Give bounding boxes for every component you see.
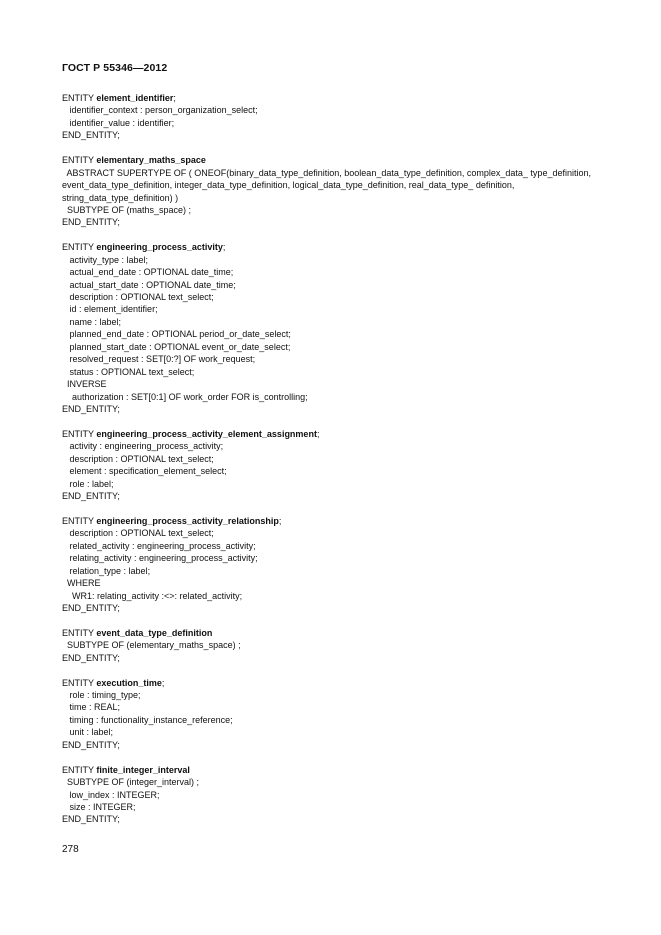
entity-line <box>62 465 602 477</box>
entity-line <box>62 366 602 378</box>
entity-line <box>62 104 602 116</box>
line-text: relating_activity : engineering_process_activity; <box>69 553 258 564</box>
line-text: END_ENTITY; <box>62 739 120 750</box>
entity-block <box>62 154 602 229</box>
line-indent <box>62 342 70 352</box>
line-indent <box>62 118 70 128</box>
line-indent <box>62 454 70 464</box>
entity-line <box>62 378 602 390</box>
entity-name: engineering_process_activity <box>96 242 223 253</box>
entity-line <box>62 341 602 353</box>
line-text: element : specification_element_select; <box>69 466 227 477</box>
entity-declaration <box>62 154 602 166</box>
entity-line <box>62 490 602 502</box>
entity-block <box>62 92 602 142</box>
line-indent <box>62 566 70 576</box>
entity-line <box>62 639 602 651</box>
entity-keyword: ENTITY <box>62 764 97 775</box>
line-indent <box>62 441 70 451</box>
line-indent <box>62 367 70 377</box>
entity-terminator: ; <box>173 93 176 103</box>
entity-declaration <box>62 428 602 440</box>
entity-line <box>62 789 602 801</box>
line-indent <box>62 255 70 265</box>
entity-line <box>62 552 602 564</box>
entity-line <box>62 590 602 602</box>
entity-block <box>62 241 602 415</box>
entity-line <box>62 453 602 465</box>
entity-line <box>62 602 602 614</box>
line-indent <box>62 267 70 277</box>
line-text: activity_type : label; <box>69 254 149 265</box>
line-text: description : OPTIONAL text_select; <box>69 292 214 303</box>
line-text: ABSTRACT SUPERTYPE OF ( ONEOF(binary_data_type_definition, boolean_data_type_definition, complex_data_ type_definition, event_data_type_definition, integer_data_type_definition, logical_data_type_definition, real_data_type_ definition, string_data_type_definition) ) <box>62 167 591 203</box>
line-indent <box>62 715 70 725</box>
line-text: END_ENTITY; <box>62 130 120 141</box>
entity-line <box>62 204 602 216</box>
line-text: role : label; <box>69 478 114 489</box>
entity-line <box>62 216 602 228</box>
line-indent <box>62 329 70 339</box>
entity-line <box>62 328 602 340</box>
line-indent <box>62 690 70 700</box>
entity-terminator: ; <box>161 677 165 688</box>
line-text: planned_end_date : OPTIONAL period_or_date_select; <box>69 329 291 340</box>
line-text: END_ENTITY; <box>62 403 120 414</box>
entity-keyword: ENTITY <box>62 242 97 253</box>
entity-line <box>62 403 602 415</box>
entity-line <box>62 353 602 365</box>
line-text: low_index : INTEGER; <box>69 789 160 800</box>
line-indent <box>62 392 72 402</box>
entity-line <box>62 739 602 751</box>
line-indent <box>62 105 70 115</box>
line-text: identifier_value : identifier; <box>69 117 175 128</box>
entity-line <box>62 540 602 552</box>
entity-line <box>62 689 602 701</box>
line-indent <box>62 541 70 551</box>
entity-keyword: ENTITY <box>62 677 97 688</box>
entity-name: elementary_maths_space <box>96 155 206 166</box>
entity-line <box>62 279 602 291</box>
line-text: unit : label; <box>69 727 114 738</box>
entity-line <box>62 577 602 589</box>
entity-line <box>62 266 602 278</box>
line-indent <box>62 280 70 290</box>
line-text: id : element_identifier; <box>69 304 158 315</box>
entity-block <box>62 764 602 826</box>
line-text: activity : engineering_process_activity; <box>69 441 224 452</box>
line-indent <box>62 727 70 737</box>
entity-line <box>62 316 602 328</box>
line-text: END_ENTITY; <box>62 602 120 613</box>
line-text: related_activity : engineering_process_activity; <box>69 540 256 551</box>
line-indent <box>62 802 70 812</box>
entity-declaration <box>62 241 602 253</box>
line-text: END_ENTITY; <box>62 491 120 502</box>
line-text: timing : functionality_instance_reference; <box>69 714 233 725</box>
line-indent <box>62 790 70 800</box>
entity-line <box>62 801 602 813</box>
line-text: authorization : SET[0:1] OF work_order FOR is_controlling; <box>72 391 308 402</box>
line-indent <box>62 466 70 476</box>
entity-line <box>62 565 602 577</box>
line-text: SUBTYPE OF (maths_space) ; <box>67 204 192 215</box>
line-text: time : REAL; <box>69 702 121 713</box>
line-text: WR1: relating_activity :<>: related_activity; <box>72 590 243 601</box>
entity-declaration <box>62 627 602 639</box>
line-text: END_ENTITY; <box>62 814 120 825</box>
entity-declaration <box>62 677 602 689</box>
entity-line <box>62 303 602 315</box>
entity-terminator: ; <box>278 515 282 526</box>
entity-declaration <box>62 515 602 527</box>
entity-line <box>62 254 602 266</box>
entity-name: engineering_process_activity_relationship <box>96 515 279 526</box>
line-indent <box>62 317 70 327</box>
entity-line <box>62 726 602 738</box>
entity-terminator: ; <box>222 242 226 253</box>
entity-line <box>62 714 602 726</box>
line-text: role : timing_type; <box>69 690 141 701</box>
page-header: ГОСТ Р 55346—2012 <box>62 62 168 74</box>
line-indent <box>62 292 70 302</box>
line-indent <box>62 479 70 489</box>
line-text: SUBTYPE OF (elementary_maths_space) ; <box>67 640 241 651</box>
line-text: description : OPTIONAL text_select; <box>69 453 214 464</box>
entity-line <box>62 813 602 825</box>
line-text: INVERSE <box>67 379 107 390</box>
entity-block <box>62 428 602 503</box>
entity-declaration <box>62 92 602 104</box>
document-body <box>62 92 602 838</box>
entity-line <box>62 652 602 664</box>
entity-block <box>62 677 602 752</box>
entity-name: element_identifier <box>96 93 174 103</box>
entity-line <box>62 167 602 204</box>
line-text: resolved_request : SET[0:?] OF work_request; <box>69 354 256 365</box>
line-text: planned_start_date : OPTIONAL event_or_date_select; <box>69 341 291 352</box>
entity-line <box>62 701 602 713</box>
line-text: WHERE <box>67 578 101 589</box>
line-indent <box>62 528 70 538</box>
line-indent <box>62 591 72 601</box>
line-text: SUBTYPE OF (integer_interval) ; <box>67 777 200 788</box>
entity-keyword: ENTITY <box>62 627 97 638</box>
entity-name: engineering_process_activity_element_assignment <box>96 428 317 439</box>
entity-line <box>62 776 602 788</box>
entity-line <box>62 527 602 539</box>
line-indent <box>62 553 70 563</box>
entity-line <box>62 440 602 452</box>
entity-keyword: ENTITY <box>62 93 97 103</box>
line-text: size : INTEGER; <box>69 801 136 812</box>
line-text: actual_start_date : OPTIONAL date_time; <box>69 279 236 290</box>
entity-keyword: ENTITY <box>62 515 97 526</box>
line-indent <box>62 304 70 314</box>
line-text: status : OPTIONAL text_select; <box>69 366 195 377</box>
line-indent <box>62 354 70 364</box>
entity-keyword: ENTITY <box>62 428 97 439</box>
line-text: description : OPTIONAL text_select; <box>69 528 214 539</box>
entity-name: execution_time <box>96 677 162 688</box>
entity-keyword: ENTITY <box>62 155 97 166</box>
line-text: END_ENTITY; <box>62 652 120 663</box>
entity-line <box>62 391 602 403</box>
entity-name: event_data_type_definition <box>96 627 213 638</box>
entity-block <box>62 627 602 664</box>
entity-line <box>62 478 602 490</box>
entity-line <box>62 291 602 303</box>
line-text: name : label; <box>69 316 122 327</box>
page-number: 278 <box>62 844 79 855</box>
entity-line <box>62 129 602 141</box>
entity-name: finite_integer_interval <box>96 764 190 775</box>
line-text: identifier_context : person_organization_select; <box>69 105 258 116</box>
entity-declaration <box>62 764 602 776</box>
line-text: relation_type : label; <box>69 565 151 576</box>
entity-terminator: ; <box>316 428 320 439</box>
entity-block <box>62 515 602 615</box>
entity-line <box>62 117 602 129</box>
line-text: END_ENTITY; <box>62 217 120 228</box>
line-indent <box>62 702 70 712</box>
line-text: actual_end_date : OPTIONAL date_time; <box>69 267 234 278</box>
